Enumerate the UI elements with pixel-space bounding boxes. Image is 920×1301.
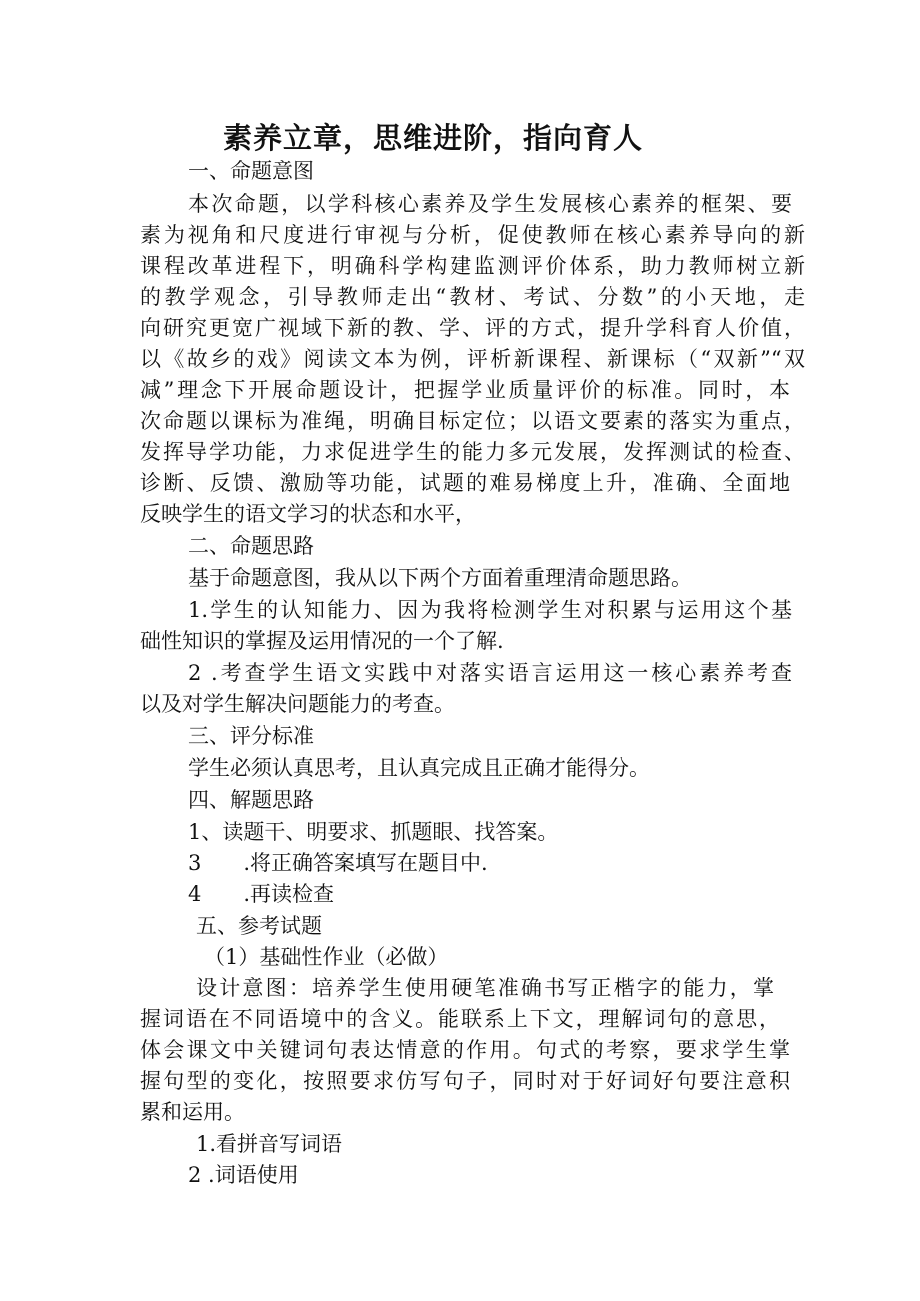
paragraph-line: 2 .词语使用 (188, 1163, 299, 1187)
paragraph-line: 本次命题，以学科核心素养及学生发展核心素养的框架、要 (188, 192, 792, 216)
section-heading-scoring: 三、评分标准 (188, 724, 314, 748)
paragraph-line: 设计意图：培养学生使用硬笔准确书写正楷字的能力，掌 (196, 976, 774, 1000)
paragraph-line: 握句型的变化，按照要求仿写句子，同时对于好词好句要注意积 (140, 1069, 790, 1093)
paragraph-line: 次命题以课标为准绳，明确目标定位；以语文要素的落实为重点， (140, 409, 805, 433)
paragraph-line: 课程改革进程下，明确科学构建监测评价体系，助力教师树立新 (140, 254, 805, 278)
paragraph-line: 1.看拼音写词语 (196, 1132, 343, 1156)
section-heading-solving: 四、解题思路 (188, 788, 314, 812)
paragraph-line: 1、读题干、明要求、抓题眼、找答案。 (188, 820, 559, 844)
section-heading-intent: 一、命题意图 (188, 159, 314, 183)
paragraph-line: 4 .再读检查 (188, 882, 335, 906)
subsection-heading: （1）基础性作业（必做） (204, 945, 449, 969)
section-heading-approach: 二、命题思路 (188, 534, 314, 558)
document-title: 素养立章，思维进阶，指向育人 (222, 121, 643, 155)
paragraph-line: 础性知识的掌握及运用情况的一个了解. (140, 629, 504, 653)
paragraph-line: 累和运用。 (140, 1100, 245, 1124)
paragraph-line: 体会课文中关键词句表达情意的作用。句式的考察，要求学生掌 (140, 1038, 790, 1062)
paragraph-line: 反映学生的语文学习的状态和水平， (140, 502, 476, 526)
paragraph-line: 1.学生的认知能力、因为我将检测学生对积累与运用这个基 (188, 598, 792, 622)
paragraph-line: 素为视角和尺度进行审视与分析，促使教师在核心素养导向的新 (140, 223, 805, 247)
paragraph-line: 减”理念下开展命题设计，把握学业质量评价的标准。同时，本 (140, 378, 790, 402)
paragraph-line: 的教学观念，引导教师走出“教材、考试、分数”的小天地，走 (140, 285, 805, 309)
paragraph-line: 以《故乡的戏》阅读文本为例，评析新课程、新课标（“双新”“双 (140, 347, 805, 371)
paragraph-line: 握词语在不同语境中的含义。能联系上下文，理解词句的意思， (140, 1007, 780, 1031)
paragraph-line: 基于命题意图，我从以下两个方面着重理清命题思路。 (188, 566, 692, 590)
paragraph-line: 发挥导学功能，力求促进学生的能力多元发展，发挥测试的检查、 (140, 440, 805, 464)
paragraph-line: 学生必须认真思考，且认真完成且正确才能得分。 (188, 756, 650, 780)
section-heading-reference: 五、参考试题 (196, 914, 322, 938)
paragraph-line: 以及对学生解决问题能力的考查。 (140, 692, 455, 716)
paragraph-line: 向研究更宽广视域下新的教、学、评的方式，提升学科育人价值， (140, 316, 805, 340)
paragraph-line: 诊断、反馈、激励等功能，试题的难易梯度上升，准确、全面地 (140, 471, 790, 495)
paragraph-line: 2 .考查学生语文实践中对落实语言运用这一核心素养考查 (188, 661, 792, 685)
paragraph-line: 3 .将正确答案填写在题目中. (188, 851, 488, 875)
